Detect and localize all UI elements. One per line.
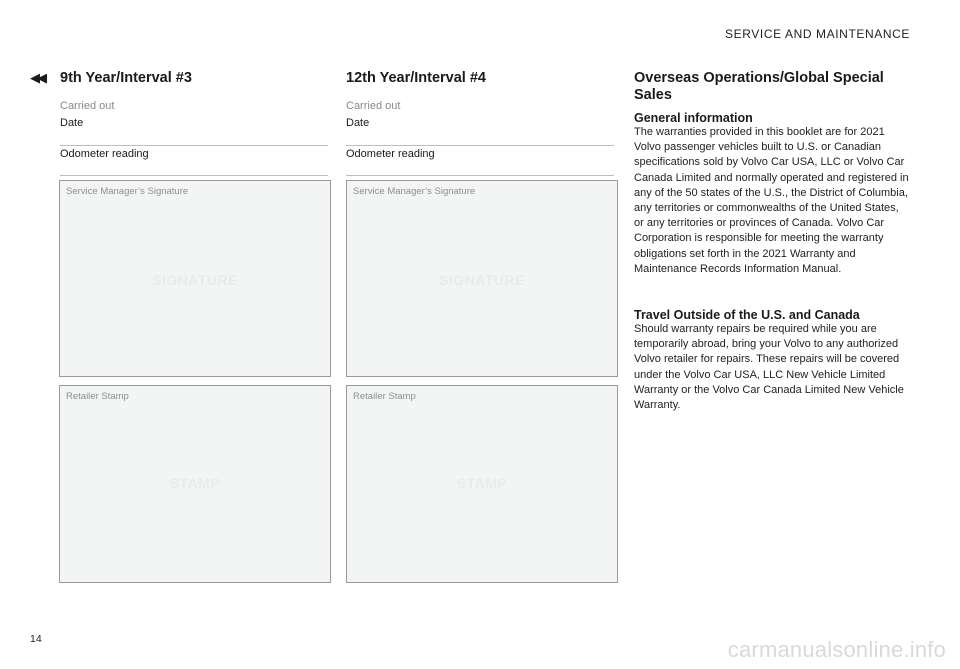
odometer-line[interactable] (60, 175, 328, 176)
page-number: 14 (30, 633, 42, 645)
site-watermark: carmanualsonline.info (727, 637, 946, 662)
signature-watermark: SIGNATURE (152, 272, 238, 288)
stamp-box[interactable] (59, 385, 331, 583)
section-heading-travel: Travel Outside of the U.S. and Canada (634, 308, 860, 322)
date-line[interactable] (60, 145, 328, 146)
signature-box[interactable] (346, 180, 618, 377)
carried-out-label: Carried out (346, 100, 401, 112)
stamp-caption: Retailer Stamp (353, 391, 416, 402)
stamp-watermark: STAMP (456, 475, 508, 491)
section-body-travel: Should warranty repairs be required while you are temporarily abroad, bring your Volvo to any authorized Volvo retailer for repairs. These repairs will be covered under the Volvo Car USA, LLC New Vehicle Limited Warranty or the Volvo Car Canada Limited New Vehicle Warranty. (634, 323, 904, 412)
signature-caption: Service Manager’s Signature (66, 186, 189, 197)
carried-out-label: Carried out (60, 100, 115, 112)
column-title: 12th Year/Interval #4 (346, 70, 486, 86)
date-line[interactable] (346, 145, 614, 146)
odometer-line[interactable] (346, 175, 614, 176)
date-label: Date (60, 117, 84, 129)
odometer-label: Odometer reading (346, 148, 435, 160)
column-title: 9th Year/Interval #3 (60, 70, 192, 86)
section-body-general: The warranties provided in this booklet are for 2021 Volvo passenger vehicles built to U.S. or Canadian specifications sold by Volvo Car USA, LLC or Volvo Car Canada Limited and normally operated and registered in any of the 50 states of the U.S., the District of Columbia, any territories or commonwealths of the United States, or any territories or provinces of Canada. Volvo Car Corporation is responsible for meeting the warranty obligations set forth in the 2021 Warranty and Maintenance Records Information Manual. (634, 126, 909, 275)
signature-watermark: SIGNATURE (439, 272, 525, 288)
signature-box[interactable] (59, 180, 331, 377)
stamp-box[interactable] (346, 385, 618, 583)
stamp-watermark: STAMP (169, 475, 221, 491)
date-label: Date (346, 117, 370, 129)
section-heading-general: General information (634, 111, 753, 125)
stamp-caption: Retailer Stamp (66, 391, 129, 402)
odometer-label: Odometer reading (60, 148, 149, 160)
section-header: SERVICE AND MAINTENANCE (725, 27, 910, 41)
signature-caption: Service Manager’s Signature (353, 186, 476, 197)
double-chevron-left-icon[interactable]: ◀◀ (30, 70, 44, 85)
info-title: Overseas Operations/Global Special Sales (634, 70, 884, 103)
